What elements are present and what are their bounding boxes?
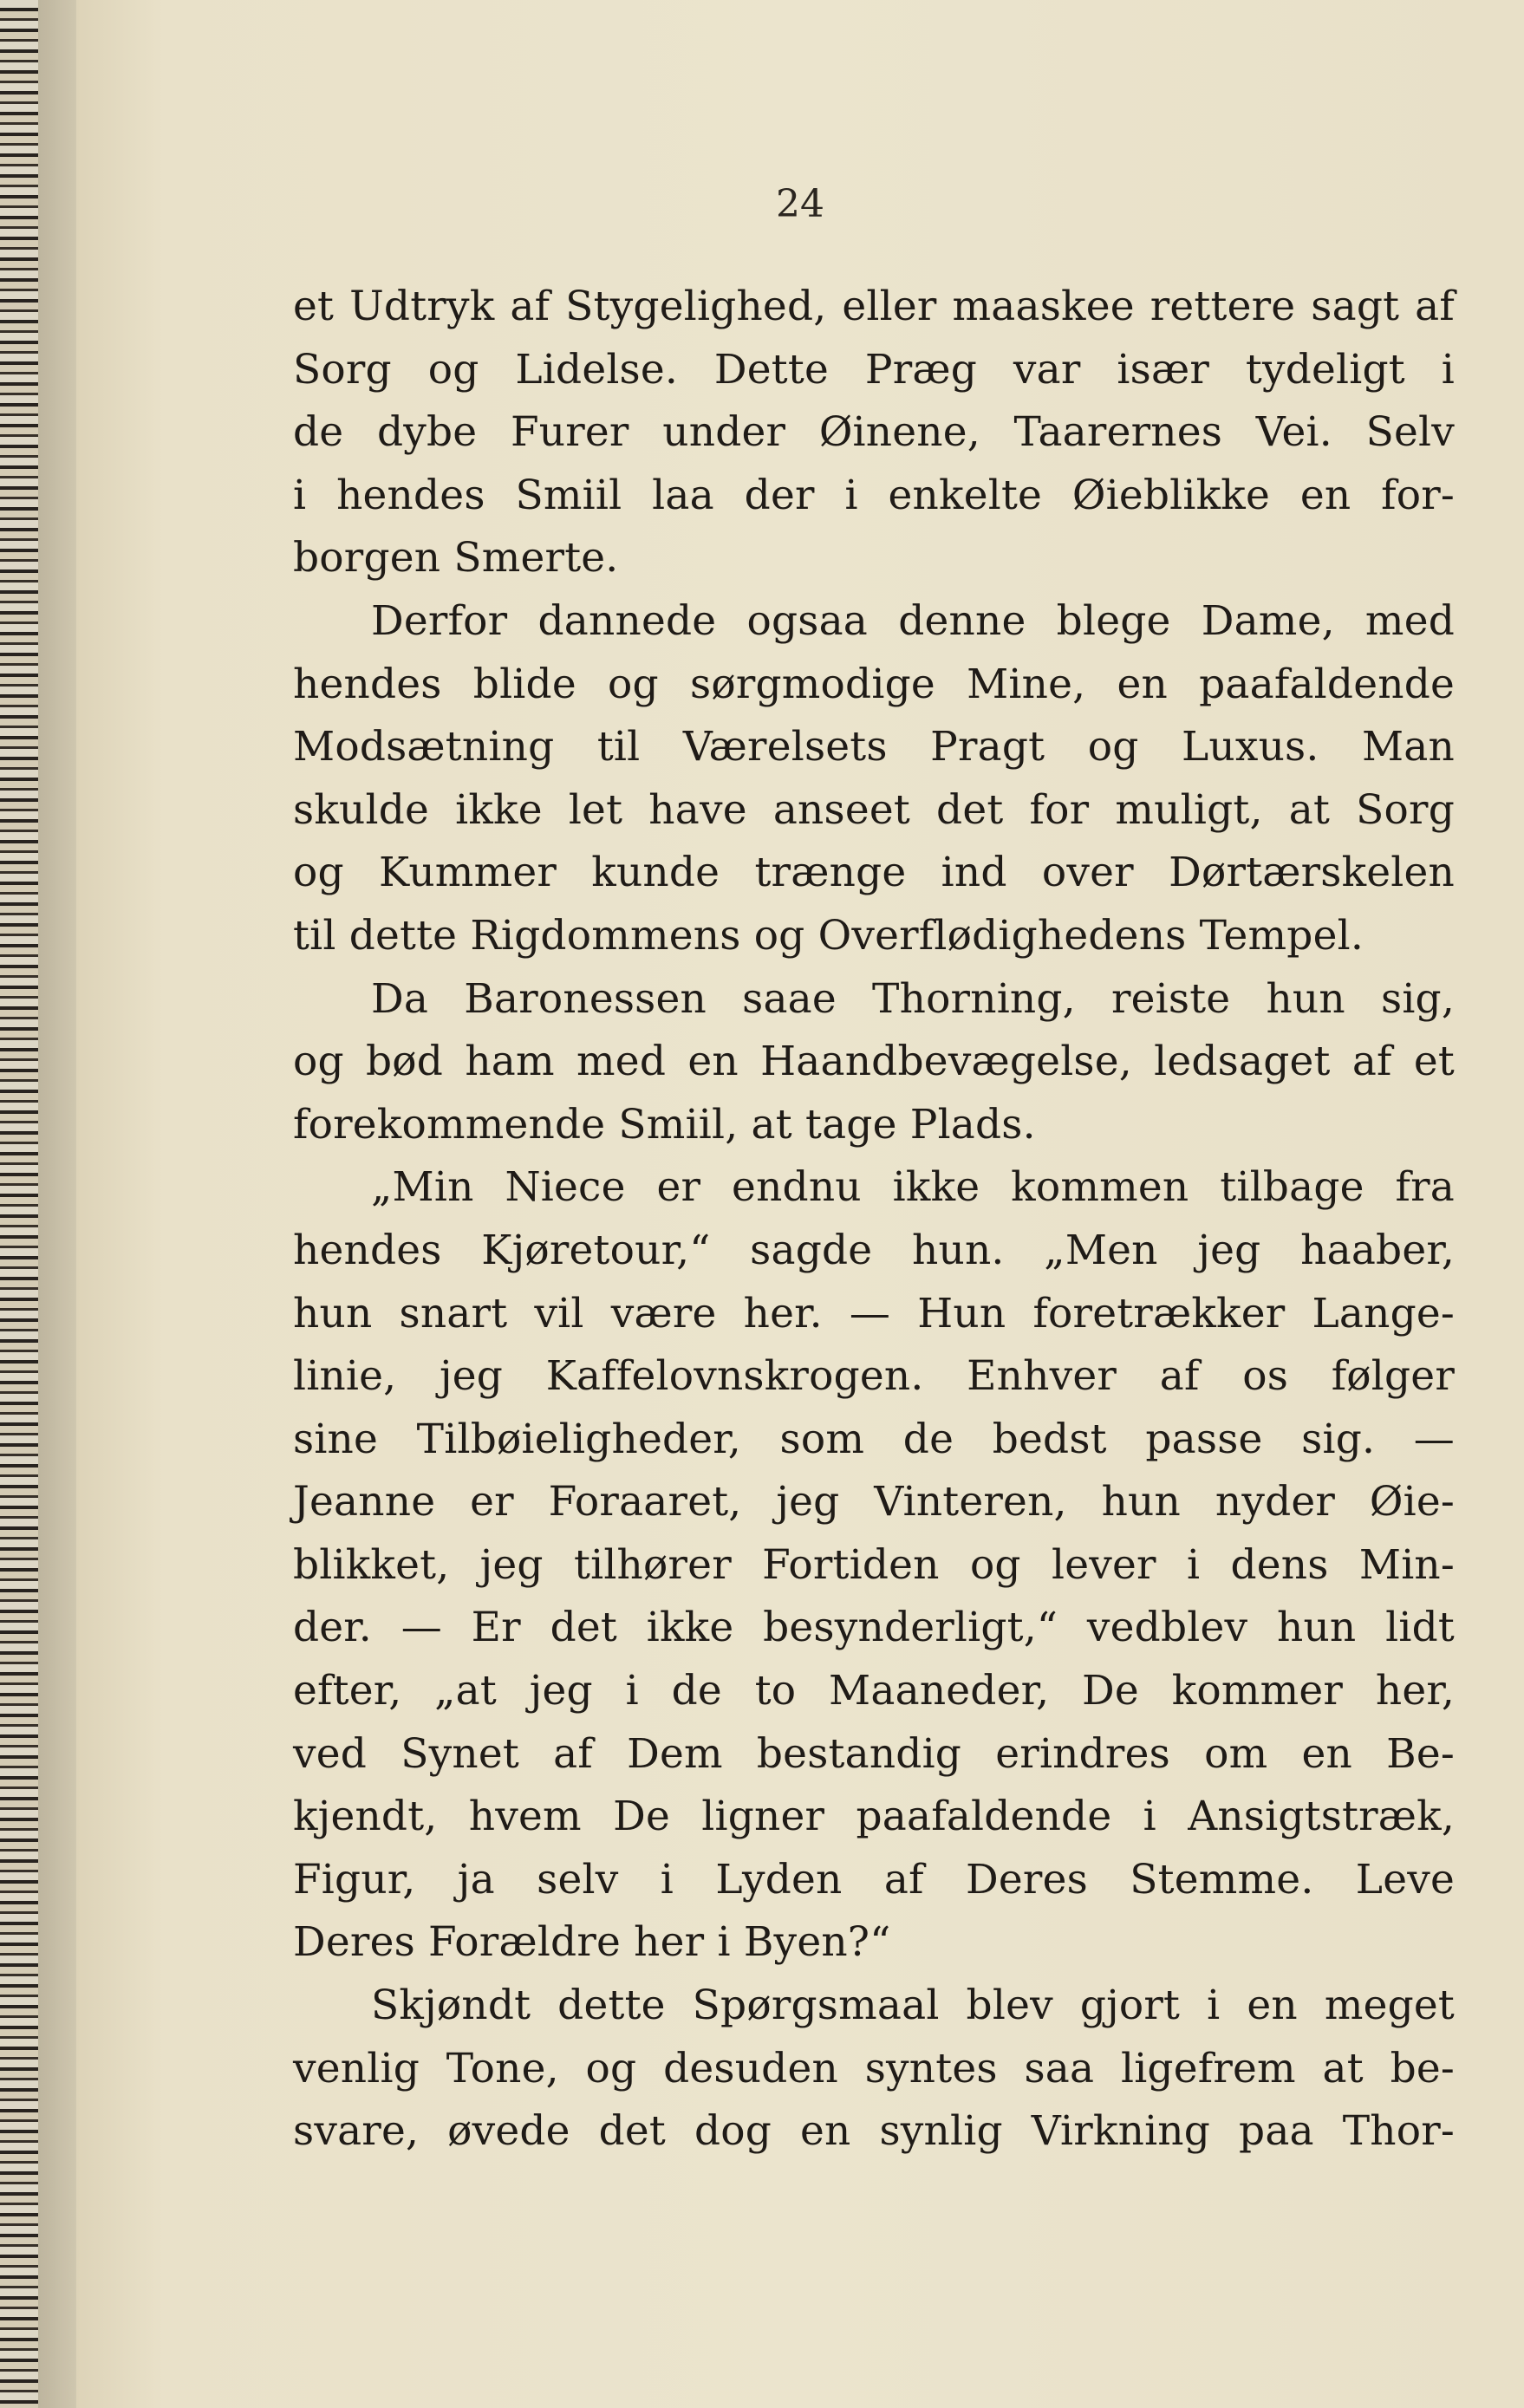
book-gutter-edge (0, 0, 76, 2408)
text-line: Sorg og Lidelse. Dette Præg var især tydeligt i (293, 345, 1455, 394)
text-line: hendes blide og sørgmodige Mine, en paafaldende (293, 660, 1455, 708)
book-page (76, 0, 1524, 2408)
text-line: de dybe Furer under Øinene, Taarernes Vei. Selv (293, 408, 1455, 457)
text-line: „Min Niece er endnu ikke kommen tilbage fra (371, 1163, 1455, 1212)
body-text (293, 276, 1455, 2164)
text-line: blikket, jeg tilhører Fortiden og lever i dens Min- (293, 1540, 1455, 1589)
text-line: et Udtryk af Stygelighed, eller maaskee rettere sagt af (293, 283, 1455, 330)
text-line: til dette Rigdommens og Overflødighedens Tempel. (293, 911, 1364, 960)
text-line: og bød ham med en Haandbevægelse, ledsaget af et (293, 1038, 1455, 1086)
text-line: Skjøndt dette Spørgsmaal blev gjort i en meget (371, 1982, 1455, 2030)
text-line: og Kummer kunde trænge ind over Dørtærskelen (293, 849, 1455, 897)
text-line: hendes Kjøretour,“ sagde hun. „Men jeg haaber, (293, 1226, 1455, 1274)
page-number: 24 (776, 182, 824, 226)
text-line: borgen Smerte. (293, 534, 619, 582)
text-line: Da Baronessen saae Thorning, reiste hun sig, (371, 974, 1455, 1023)
text-line: Modsætning til Værelsets Pragt og Luxus. Man (293, 723, 1455, 771)
text-line: Jeanne er Foraaret, jeg Vinteren, hun nyder Øie- (293, 1478, 1455, 1526)
text-line: ved Synet af Dem bestandig erindres om en Be- (293, 1729, 1455, 1778)
text-line: skulde ikke let have anseet det for muligt, at Sorg (293, 785, 1455, 834)
text-line: sine Tilbøieligheder, som de bedst passe sig. — (293, 1415, 1455, 1463)
text-line: svare, øvede det dog en synlig Virkning paa Thor- (293, 2107, 1455, 2156)
text-line: efter, „at jeg i de to Maaneder, De kommer her, (293, 1667, 1455, 1715)
text-line: i hendes Smiil laa der i enkelte Øieblikke en for- (293, 471, 1455, 519)
text-line: der. — Er det ikke besynderligt,“ vedblev hun lidt (293, 1604, 1455, 1652)
text-line: venlig Tone, og desuden syntes saa ligefrem at be- (293, 2044, 1455, 2092)
text-line: Deres Forældre her i Byen?“ (293, 1918, 891, 1967)
text-line: Figur, ja selv i Lyden af Deres Stemme. Leve (293, 1855, 1455, 1904)
text-line: linie, jeg Kaffelovnskrogen. Enhver af os følger (293, 1352, 1455, 1401)
text-line: hun snart vil være her. — Hun foretrækker Lange- (293, 1289, 1455, 1337)
text-line: kjendt, hvem De ligner paafaldende i Ansigtstræk, (293, 1793, 1455, 1841)
text-line: forekommende Smiil, at tage Plads. (293, 1100, 1036, 1149)
text-line: Derfor dannede ogsaa denne blege Dame, med (371, 596, 1455, 645)
